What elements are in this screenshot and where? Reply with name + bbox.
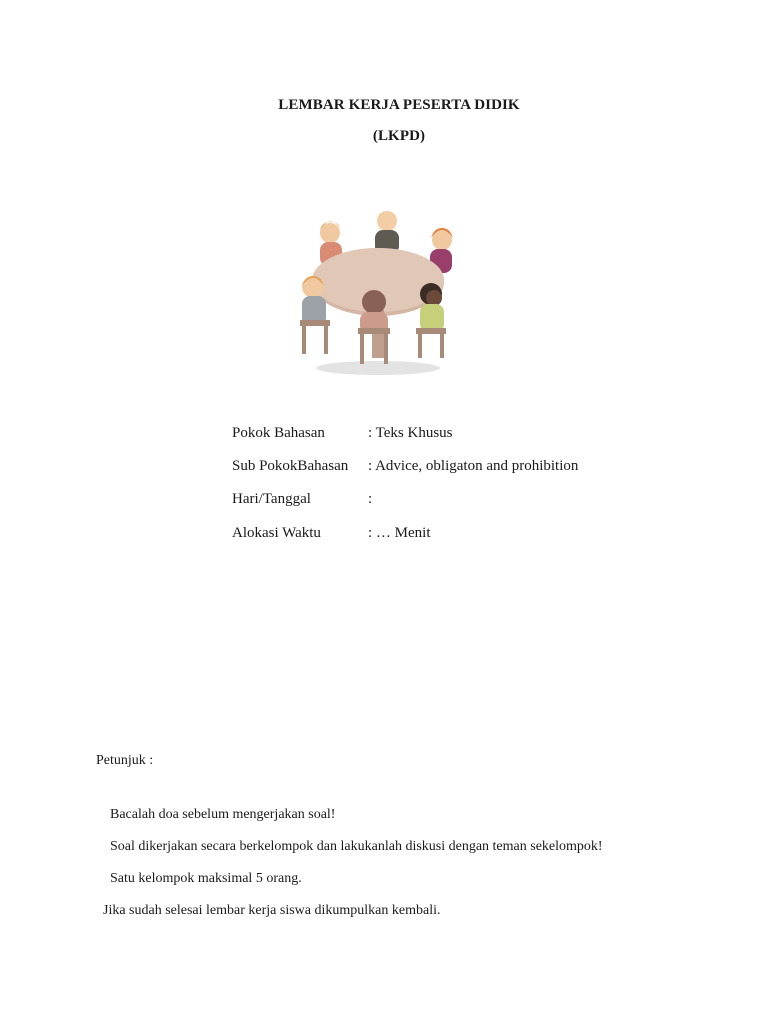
info-label: Sub PokokBahasan [232,458,349,474]
instruction-item [96,807,335,823]
instructions-heading: Petunjuk : [96,753,154,768]
info-value: : [368,491,373,507]
page-title: LEMBAR KERJA PESERTA DIDIK [278,97,520,113]
info-label: Alokasi Waktu [232,525,321,541]
instruction-text: Soal dikerjakan secara berkelompok dan lakukanlah diskusi dengan teman sekelompok! [110,839,603,854]
group-discussion-round-table-icon [286,200,466,380]
instruction-item [96,871,302,887]
info-value: : Advice, obligaton and prohibition [368,458,579,474]
instruction-item [96,839,603,855]
page-subtitle: (LKPD) [372,128,426,144]
info-value: : Teks Khusus [368,425,453,441]
instruction-text: Jika sudah selesai lembar kerja siswa dikumpulkan kembali. [103,903,441,918]
instruction-item [89,903,440,919]
instruction-text: Bacalah doa sebelum mengerjakan soal! [110,807,336,822]
info-value: : … Menit [368,525,431,541]
instruction-text: Satu kelompok maksimal 5 orang. [110,871,302,886]
info-label: Hari/Tanggal [232,491,311,507]
info-label: Pokok Bahasan [232,425,325,441]
